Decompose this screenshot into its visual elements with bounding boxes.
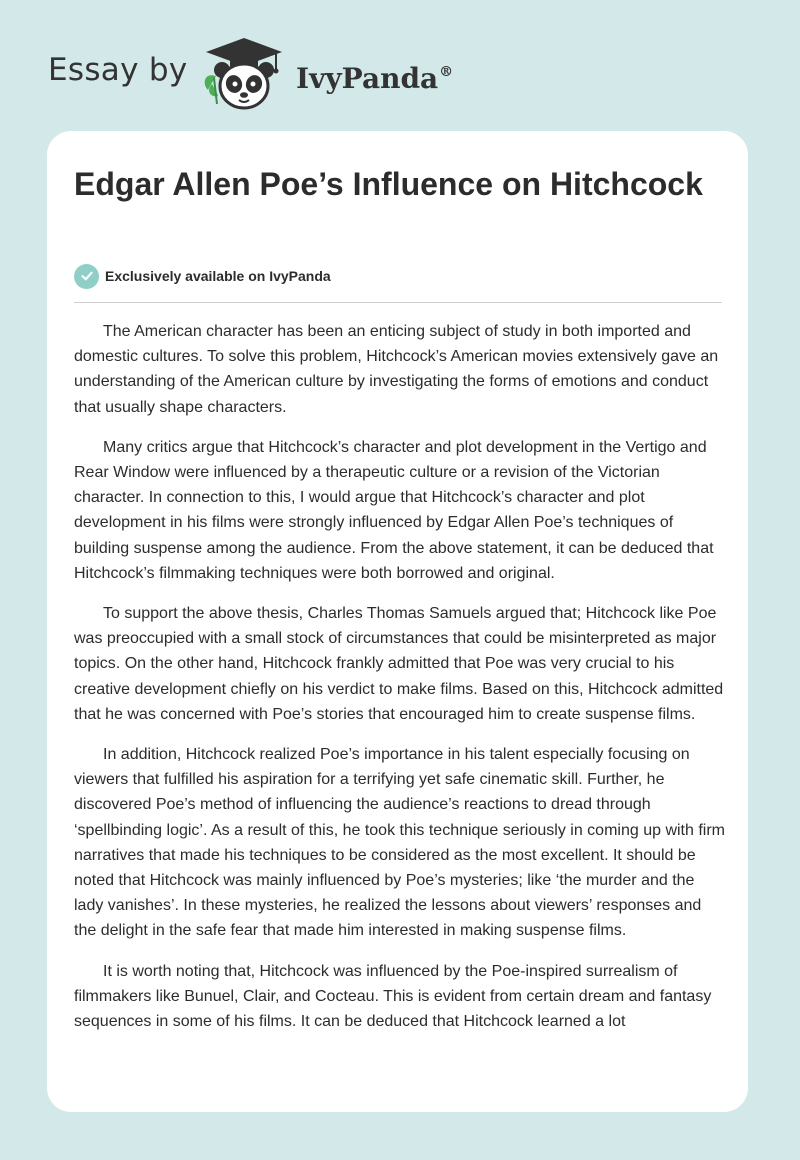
essay-paragraph: It is worth noting that, Hitchcock was influenced by the Poe-inspired surrealism of filmmakers like Bunuel, Clair, and Cocteau. This is evident from certain dream and fantasy sequences in some of his films. It can be deduced that Hitchcock learned a lot — [74, 962, 712, 1031]
registered-mark: ® — [439, 64, 454, 80]
essay-paragraph: To support the above thesis, Charles Thomas Samuels argued that; Hitchcock like Poe was preoccupied with a small stock of circumstances that could be misinterpreted as major topics. On the other hand, Hitchcock frankly admitted that Poe was very crucial to his creative development chiefly on his verdict to make films. Based on this, Hitchcock admitted that he was concerned with Poe’s stories that encouraged him to create suspense films. — [74, 605, 724, 723]
site-header — [0, 0, 800, 130]
essay-by-label: Essay by — [48, 52, 188, 88]
exclusive-badge-label: Exclusively available on IvyPanda — [105, 268, 331, 284]
brand-name — [296, 54, 453, 97]
brand-name-text: IvyPanda — [296, 62, 439, 95]
page-title: Edgar Allen Poe’s Influence on Hitchcock — [74, 166, 703, 202]
panda-graduate-icon — [196, 32, 292, 112]
divider — [74, 302, 722, 303]
essay-card — [47, 131, 748, 1112]
essay-paragraph: The American character has been an enticing subject of study in both imported and domestic cultures. To solve this problem, Hitchcock’s American movies extensively gave an understanding of the American culture by investigating the forms of emotions and conduct that usually shape characters. — [74, 323, 719, 416]
exclusive-badge — [74, 263, 331, 289]
essay-paragraph: In addition, Hitchcock realized Poe’s importance in his talent especially focusing on viewers that fulfilled his aspiration for a terrifying yet safe cinematic skill. Further, he discovered Poe’s method of influencing the audience’s reactions to dread through ‘spellbinding logic’. As a result of this, he took this technique seriously in coming up with firm narratives that made his techniques to be considered as the most excellent. It should be noted that Hitchcock was mainly influenced by Poe’s mysteries; like ‘the murder and the lady vanishes’. In these mysteries, he realized the lessons about viewers’ responses and the delight in the safe fear that made him interested in making suspense films. — [74, 746, 725, 940]
check-circle-icon — [74, 264, 99, 289]
essay-paragraph: Many critics argue that Hitchcock’s character and plot development in the Vertigo and Rear Window were influenced by a therapeutic culture or a revision of the Victorian character. In connection to this, I would argue that Hitchcock’s character and plot development in his films were strongly influenced by Edgar Allen Poe’s techniques of building suspense among the audience. From the above statement, it can be deduced that Hitchcock’s filmmaking techniques were both borrowed and original. — [74, 438, 714, 582]
essay-body — [74, 319, 726, 1049]
